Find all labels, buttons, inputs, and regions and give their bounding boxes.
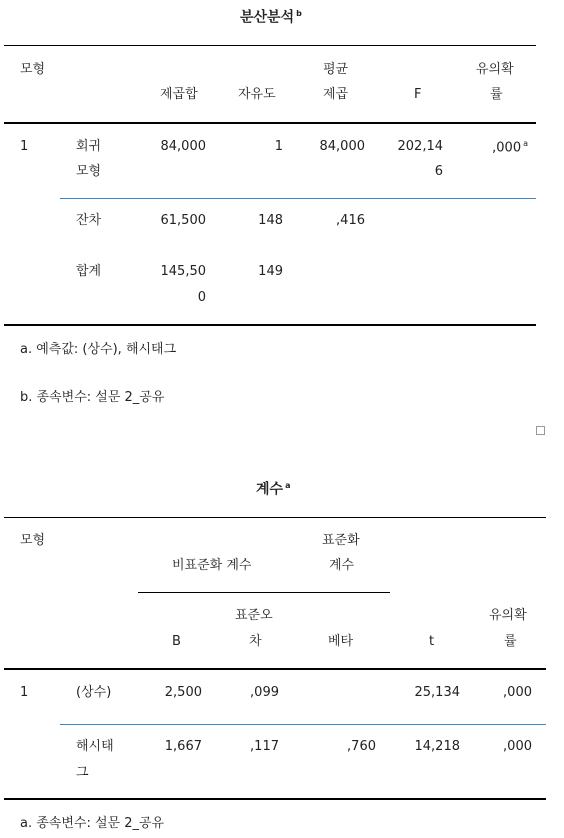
anova-row-regression-sig-value: ,000 bbox=[492, 140, 522, 156]
anova-row-regression-label-l2: 모형 bbox=[76, 164, 102, 179]
coef-row-divider bbox=[60, 724, 546, 725]
coef-row-constant-t: 25,134 bbox=[414, 685, 460, 700]
anova-header-rule bbox=[4, 122, 536, 124]
anova-footnote-b: b. 종속변수: 설문 2_공유 bbox=[20, 390, 165, 405]
coef-header-se-l1: 표준오 bbox=[235, 608, 273, 623]
anova-title bbox=[240, 10, 302, 25]
anova-model-no: 1 bbox=[20, 139, 29, 154]
coef-row-hashtag-label-l2: 그 bbox=[76, 765, 89, 780]
anova-row-residual-label: 잔차 bbox=[76, 213, 102, 228]
coef-bottom-rule bbox=[4, 798, 546, 800]
anova-row-regression-ss: 84,000 bbox=[160, 139, 206, 154]
anova-row-regression-f-l2: 6 bbox=[434, 164, 443, 179]
coef-row-constant-sig: ,000 bbox=[503, 685, 532, 700]
anova-row-regression-sig-sup: a bbox=[523, 139, 528, 148]
coef-header-beta: 베타 bbox=[328, 634, 354, 649]
coef-row-hashtag-label-l1: 해시태 bbox=[76, 739, 114, 754]
anova-row-residual-ms: ,416 bbox=[336, 213, 365, 228]
coef-header-se-l2: 차 bbox=[249, 634, 262, 649]
coef-title bbox=[256, 482, 290, 497]
coef-header-t: t bbox=[429, 634, 435, 649]
coef-header-sig-l1: 유의확 bbox=[489, 608, 527, 623]
anova-row-total-df: 149 bbox=[258, 264, 283, 279]
coef-row-hashtag-sig: ,000 bbox=[503, 739, 532, 754]
coef-group-rule bbox=[138, 592, 390, 593]
anova-header-ms-l1: 평균 bbox=[323, 62, 349, 77]
coef-model-no: 1 bbox=[20, 685, 29, 700]
anova-title-text: 분산분석 bbox=[240, 9, 295, 26]
coef-row-hashtag-b: 1,667 bbox=[164, 739, 202, 754]
coef-row-constant-label: (상수) bbox=[76, 685, 112, 700]
anova-row-regression-df: 1 bbox=[274, 139, 283, 154]
coef-row-constant-se: ,099 bbox=[250, 685, 279, 700]
anova-row-residual-df: 148 bbox=[258, 213, 283, 228]
anova-row-residual-ss: 61,500 bbox=[160, 213, 206, 228]
anova-row-total-label: 합계 bbox=[76, 264, 102, 279]
anova-header-ms-l2: 제곱 bbox=[323, 87, 349, 102]
anova-row-divider bbox=[60, 198, 536, 199]
anova-header-model: 모형 bbox=[20, 62, 46, 77]
coef-header-b: B bbox=[172, 634, 181, 649]
anova-header-ss: 제곱합 bbox=[160, 87, 198, 102]
anova-top-rule bbox=[4, 45, 536, 46]
coef-header-unstd: 비표준화 계수 bbox=[172, 558, 252, 573]
coef-row-constant-b: 2,500 bbox=[164, 685, 202, 700]
small-square-icon bbox=[536, 426, 545, 435]
coef-footnote-a: a. 종속변수: 설문 2_공유 bbox=[20, 816, 165, 831]
anova-header-df: 자유도 bbox=[238, 87, 276, 102]
coef-header-rule bbox=[4, 668, 546, 670]
coef-title-sup: a bbox=[285, 481, 291, 490]
coef-header-std-l2: 계수 bbox=[329, 558, 355, 573]
anova-bottom-rule bbox=[4, 324, 536, 326]
anova-footnote-a: a. 예측값: (상수), 해시태그 bbox=[20, 342, 177, 357]
anova-title-sup: b bbox=[296, 9, 302, 18]
coef-header-model: 모형 bbox=[20, 533, 46, 548]
coef-row-hashtag-se: ,117 bbox=[250, 739, 279, 754]
coef-row-hashtag-beta: ,760 bbox=[347, 739, 376, 754]
anova-row-total-ss-l2: 0 bbox=[197, 290, 206, 305]
anova-header-sig-l1: 유의확 bbox=[476, 62, 514, 77]
coef-top-rule bbox=[4, 517, 546, 518]
anova-row-regression-sig bbox=[460, 140, 528, 154]
anova-row-regression-ms: 84,000 bbox=[319, 139, 365, 154]
coef-row-hashtag-t: 14,218 bbox=[414, 739, 460, 754]
coef-header-std-l1: 표준화 bbox=[322, 533, 360, 548]
anova-row-regression-label-l1: 회귀 bbox=[76, 139, 102, 154]
anova-row-regression-f-l1: 202,14 bbox=[397, 139, 443, 154]
coef-title-text: 계수 bbox=[256, 481, 284, 498]
anova-row-total-ss-l1: 145,50 bbox=[160, 264, 206, 279]
coef-header-sig-l2: 률 bbox=[504, 634, 517, 649]
anova-header-sig-l2: 률 bbox=[490, 87, 503, 102]
anova-header-f: F bbox=[414, 87, 422, 102]
